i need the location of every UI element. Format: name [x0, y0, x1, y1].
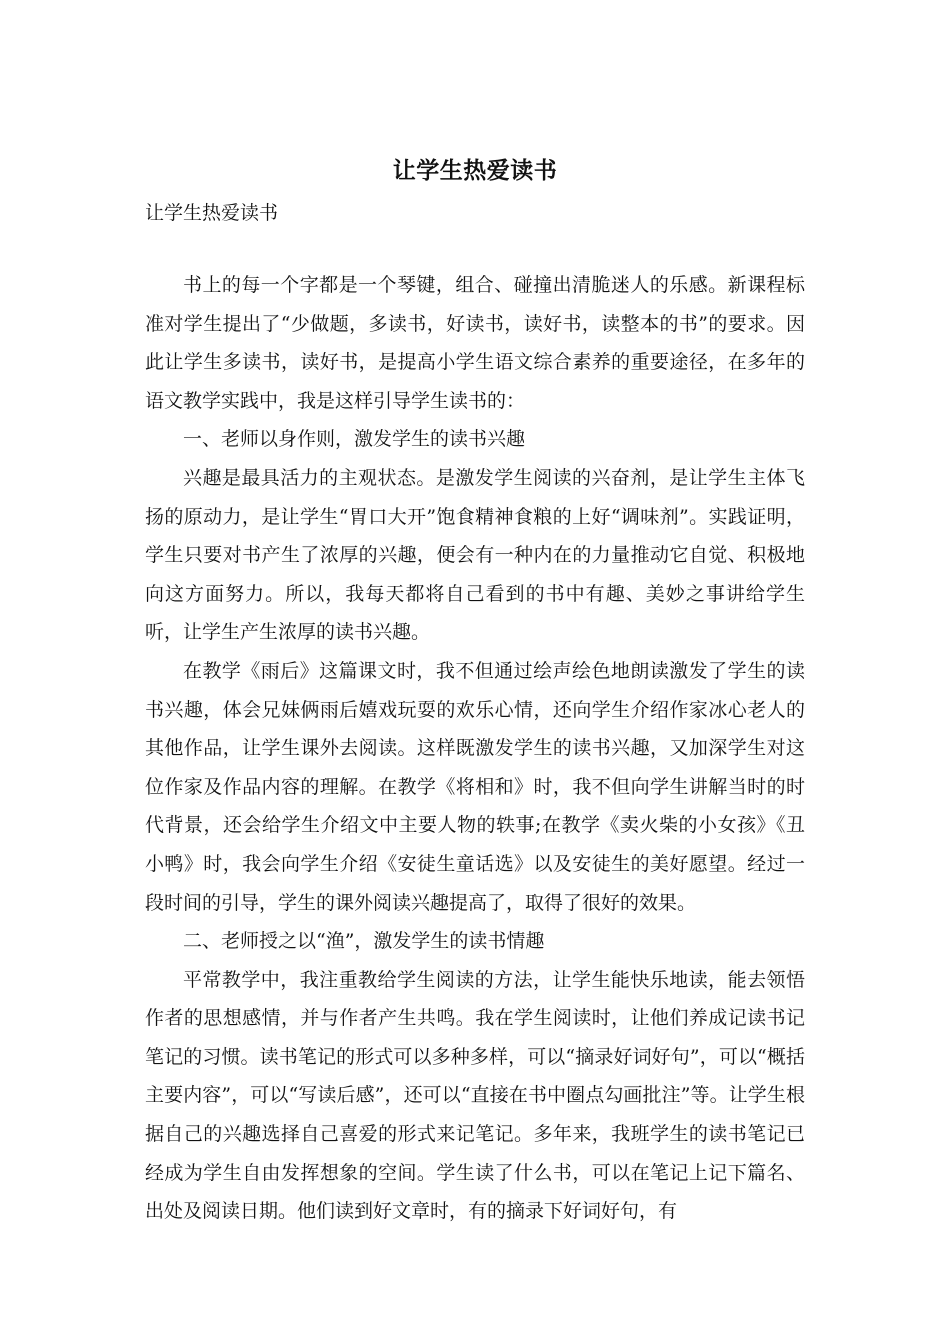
paragraph-method: 平常教学中，我注重教给学生阅读的方法，让学生能快乐地读，能去领悟作者的思想感情，并与作者产生共鸣。我在学生阅读时，让他们养成记读书记笔记的习惯。读书笔记的形式可以多种多样，可以“摘录好词好句”，可以“概括主要内容”，可以“写读后感”，还可以“直接在书中圈点勾画批注”等。让学生根据自己的兴趣选择自己喜爱的形式来记笔记。多年来，我班学生的读书笔记已经成为学生自由发挥想象的空间。学生读了什么书，可以在笔记上记下篇名、出处及阅读日期。他们读到好文章时，有的摘录下好词好句，有: [145, 968, 805, 1223]
document-subtitle: 让学生热爱读书: [145, 202, 279, 224]
document-title: 让学生热爱读书: [392, 157, 558, 184]
section-heading-1: 一、老师以身作则，激发学生的读书兴趣: [183, 428, 526, 451]
paragraph-intro: 书上的每一个字都是一个琴键，组合、碰撞出清脆迷人的乐感。新课程标准对学生提出了“少做题，多读书，好读书，读好书，读整本的书”的要求。因此让学生多读书，读好书，是提高小学生语文综合素养的重要途径，在多年的语文教学实践中，我是这样引导学生读书的：: [145, 274, 805, 412]
document-body: [145, 266, 805, 1231]
paragraph-interest: 兴趣是最具活力的主观状态。是激发学生阅读的兴奋剂，是让学生主体飞扬的原动力，是让学生“胃口大开”饱食精神食粮的上好“调味剂”。实践证明，学生只要对书产生了浓厚的兴趣，便会有一种内在的力量推动它自觉、积极地向这方面努力。所以，我每天都将自己看到的书中有趣、美妙之事讲给学生听，让学生产生浓厚的读书兴趣。: [145, 466, 805, 644]
section-heading-2: 二、老师授之以“渔”，激发学生的读书情趣: [183, 930, 545, 953]
paragraph-example: 在教学《雨后》这篇课文时，我不但通过绘声绘色地朗读激发了学生的读书兴趣，体会兄妹俩雨后嬉戏玩耍的欢乐心情，还向学生介绍作家冰心老人的其他作品，让学生课外去阅读。这样既激发学生的读书兴趣，又加深学生对这位作家及作品内容的理解。在教学《将相和》时，我不但向学生讲解当时的时代背景，还会给学生介绍文中主要人物的轶事;在教学《卖火柴的小女孩》《丑小鸭》时，我会向学生介绍《安徒生童话选》以及安徒生的美好愿望。经过一段时间的引导，学生的课外阅读兴趣提高了，取得了很好的效果。: [145, 659, 805, 914]
